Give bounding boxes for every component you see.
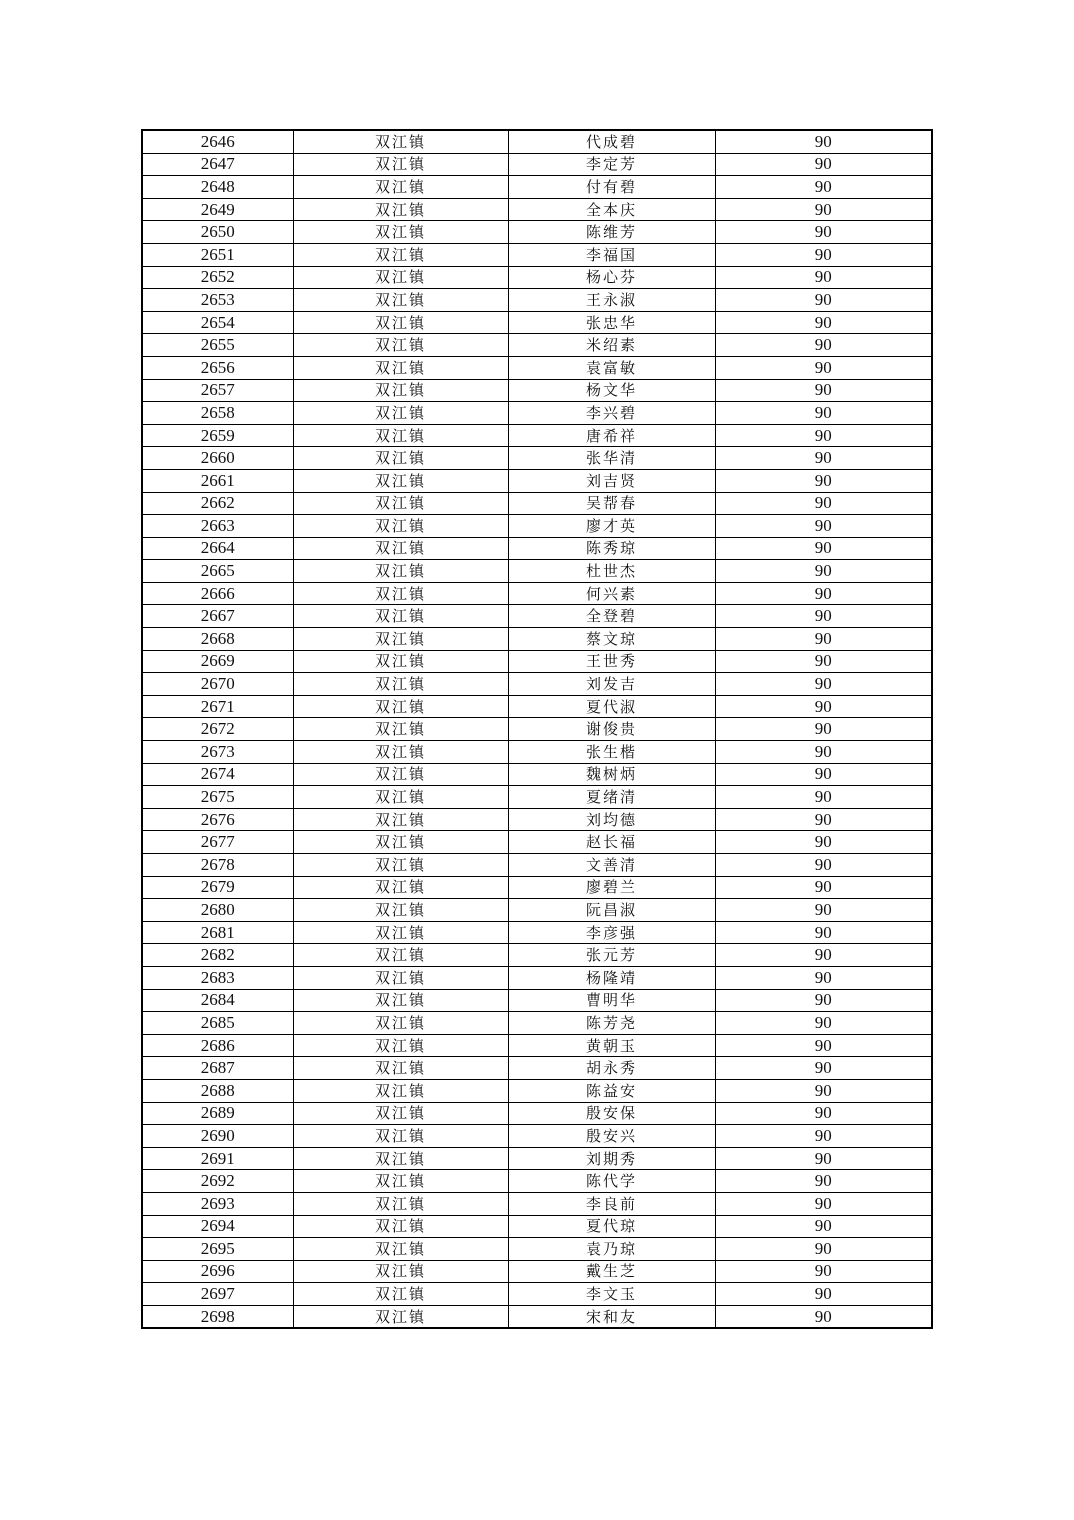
score-cell: 90 <box>715 469 932 492</box>
row-number-cell: 2695 <box>142 1238 293 1261</box>
score-cell: 90 <box>715 492 932 515</box>
person-name-cell: 廖碧兰 <box>508 876 715 899</box>
table-row <box>142 741 932 764</box>
table-row <box>142 379 932 402</box>
table-row <box>142 944 932 967</box>
row-number-cell: 2672 <box>142 718 293 741</box>
town-cell: 双江镇 <box>293 605 508 628</box>
person-name-cell: 陈秀琼 <box>508 537 715 560</box>
score-cell: 90 <box>715 695 932 718</box>
town-cell: 双江镇 <box>293 695 508 718</box>
score-cell: 90 <box>715 266 932 289</box>
score-cell: 90 <box>715 808 932 831</box>
score-cell: 90 <box>715 130 932 153</box>
person-name-cell: 夏绪清 <box>508 786 715 809</box>
town-cell: 双江镇 <box>293 1283 508 1306</box>
person-name-cell: 吴帮春 <box>508 492 715 515</box>
town-cell: 双江镇 <box>293 650 508 673</box>
score-cell: 90 <box>715 673 932 696</box>
person-name-cell: 殷安兴 <box>508 1125 715 1148</box>
table-row <box>142 605 932 628</box>
score-cell: 90 <box>715 854 932 877</box>
table-row <box>142 1079 932 1102</box>
town-cell: 双江镇 <box>293 266 508 289</box>
table-row <box>142 311 932 334</box>
table-row <box>142 1147 932 1170</box>
table-row <box>142 1102 932 1125</box>
town-cell: 双江镇 <box>293 673 508 696</box>
score-cell: 90 <box>715 763 932 786</box>
row-number-cell: 2667 <box>142 605 293 628</box>
person-name-cell: 胡永秀 <box>508 1057 715 1080</box>
score-cell: 90 <box>715 289 932 312</box>
row-number-cell: 2664 <box>142 537 293 560</box>
score-cell: 90 <box>715 1147 932 1170</box>
score-cell: 90 <box>715 402 932 425</box>
row-number-cell: 2648 <box>142 176 293 199</box>
town-cell: 双江镇 <box>293 243 508 266</box>
town-cell: 双江镇 <box>293 492 508 515</box>
score-cell: 90 <box>715 1170 932 1193</box>
person-name-cell: 刘期秀 <box>508 1147 715 1170</box>
row-number-cell: 2671 <box>142 695 293 718</box>
score-cell: 90 <box>715 153 932 176</box>
score-cell: 90 <box>715 243 932 266</box>
table-row <box>142 1238 932 1261</box>
town-cell: 双江镇 <box>293 221 508 244</box>
row-number-cell: 2673 <box>142 741 293 764</box>
town-cell: 双江镇 <box>293 469 508 492</box>
row-number-cell: 2678 <box>142 854 293 877</box>
score-cell: 90 <box>715 221 932 244</box>
table-row <box>142 1170 932 1193</box>
person-name-cell: 杨隆靖 <box>508 966 715 989</box>
table-row <box>142 153 932 176</box>
row-number-cell: 2696 <box>142 1260 293 1283</box>
town-cell: 双江镇 <box>293 989 508 1012</box>
person-name-cell: 魏树炳 <box>508 763 715 786</box>
row-number-cell: 2679 <box>142 876 293 899</box>
score-cell: 90 <box>715 1260 932 1283</box>
person-name-cell: 王世秀 <box>508 650 715 673</box>
town-cell: 双江镇 <box>293 1238 508 1261</box>
row-number-cell: 2684 <box>142 989 293 1012</box>
score-cell: 90 <box>715 447 932 470</box>
person-name-cell: 张生楷 <box>508 741 715 764</box>
town-cell: 双江镇 <box>293 1147 508 1170</box>
row-number-cell: 2698 <box>142 1305 293 1328</box>
town-cell: 双江镇 <box>293 424 508 447</box>
score-cell: 90 <box>715 311 932 334</box>
town-cell: 双江镇 <box>293 808 508 831</box>
town-cell: 双江镇 <box>293 1305 508 1328</box>
score-cell: 90 <box>715 741 932 764</box>
score-cell: 90 <box>715 515 932 538</box>
row-number-cell: 2669 <box>142 650 293 673</box>
score-cell: 90 <box>715 537 932 560</box>
person-name-cell: 文善清 <box>508 854 715 877</box>
row-number-cell: 2687 <box>142 1057 293 1080</box>
row-number-cell: 2649 <box>142 198 293 221</box>
score-cell: 90 <box>715 1102 932 1125</box>
person-name-cell: 杨心芬 <box>508 266 715 289</box>
person-name-cell: 王永淑 <box>508 289 715 312</box>
row-number-cell: 2683 <box>142 966 293 989</box>
table-row <box>142 537 932 560</box>
score-cell: 90 <box>715 1079 932 1102</box>
town-cell: 双江镇 <box>293 628 508 651</box>
table-row <box>142 402 932 425</box>
person-name-cell: 付有碧 <box>508 176 715 199</box>
score-cell: 90 <box>715 876 932 899</box>
town-cell: 双江镇 <box>293 379 508 402</box>
table-row <box>142 1057 932 1080</box>
row-number-cell: 2657 <box>142 379 293 402</box>
person-name-cell: 李定芳 <box>508 153 715 176</box>
table-row <box>142 266 932 289</box>
table-row <box>142 876 932 899</box>
person-name-cell: 袁乃琼 <box>508 1238 715 1261</box>
person-name-cell: 张华清 <box>508 447 715 470</box>
town-cell: 双江镇 <box>293 741 508 764</box>
table-row <box>142 176 932 199</box>
town-cell: 双江镇 <box>293 334 508 357</box>
person-name-cell: 李彦强 <box>508 921 715 944</box>
town-cell: 双江镇 <box>293 763 508 786</box>
table-row <box>142 921 932 944</box>
score-cell: 90 <box>715 582 932 605</box>
town-cell: 双江镇 <box>293 289 508 312</box>
table-row <box>142 831 932 854</box>
town-cell: 双江镇 <box>293 1057 508 1080</box>
table-row <box>142 854 932 877</box>
score-cell: 90 <box>715 944 932 967</box>
row-number-cell: 2660 <box>142 447 293 470</box>
table-row <box>142 515 932 538</box>
score-cell: 90 <box>715 1057 932 1080</box>
score-cell: 90 <box>715 356 932 379</box>
table-row <box>142 1305 932 1328</box>
row-number-cell: 2674 <box>142 763 293 786</box>
person-name-cell: 夏代琼 <box>508 1215 715 1238</box>
row-number-cell: 2652 <box>142 266 293 289</box>
town-cell: 双江镇 <box>293 1170 508 1193</box>
table-row <box>142 966 932 989</box>
town-cell: 双江镇 <box>293 447 508 470</box>
person-name-cell: 陈维芳 <box>508 221 715 244</box>
row-number-cell: 2688 <box>142 1079 293 1102</box>
row-number-cell: 2670 <box>142 673 293 696</box>
table-row <box>142 763 932 786</box>
person-name-cell: 刘发吉 <box>508 673 715 696</box>
town-cell: 双江镇 <box>293 1125 508 1148</box>
row-number-cell: 2656 <box>142 356 293 379</box>
person-name-cell: 陈代学 <box>508 1170 715 1193</box>
row-number-cell: 2651 <box>142 243 293 266</box>
row-number-cell: 2646 <box>142 130 293 153</box>
table-row <box>142 334 932 357</box>
table-row <box>142 447 932 470</box>
score-cell: 90 <box>715 921 932 944</box>
table-row <box>142 492 932 515</box>
town-cell: 双江镇 <box>293 1192 508 1215</box>
score-cell: 90 <box>715 1012 932 1035</box>
town-cell: 双江镇 <box>293 831 508 854</box>
person-name-cell: 阮昌淑 <box>508 899 715 922</box>
person-name-cell: 陈芳尧 <box>508 1012 715 1035</box>
town-cell: 双江镇 <box>293 854 508 877</box>
score-cell: 90 <box>715 560 932 583</box>
town-cell: 双江镇 <box>293 130 508 153</box>
town-cell: 双江镇 <box>293 582 508 605</box>
town-cell: 双江镇 <box>293 899 508 922</box>
row-number-cell: 2676 <box>142 808 293 831</box>
score-cell: 90 <box>715 718 932 741</box>
town-cell: 双江镇 <box>293 786 508 809</box>
recipient-table <box>141 129 933 1329</box>
row-number-cell: 2686 <box>142 1034 293 1057</box>
row-number-cell: 2675 <box>142 786 293 809</box>
town-cell: 双江镇 <box>293 311 508 334</box>
person-name-cell: 全登碧 <box>508 605 715 628</box>
person-name-cell: 赵长福 <box>508 831 715 854</box>
row-number-cell: 2662 <box>142 492 293 515</box>
person-name-cell: 何兴素 <box>508 582 715 605</box>
row-number-cell: 2647 <box>142 153 293 176</box>
table-row <box>142 424 932 447</box>
person-name-cell: 米绍素 <box>508 334 715 357</box>
person-name-cell: 李文玉 <box>508 1283 715 1306</box>
town-cell: 双江镇 <box>293 537 508 560</box>
table-row <box>142 808 932 831</box>
town-cell: 双江镇 <box>293 876 508 899</box>
person-name-cell: 谢俊贵 <box>508 718 715 741</box>
person-name-cell: 李良前 <box>508 1192 715 1215</box>
row-number-cell: 2668 <box>142 628 293 651</box>
score-cell: 90 <box>715 989 932 1012</box>
row-number-cell: 2681 <box>142 921 293 944</box>
score-cell: 90 <box>715 831 932 854</box>
row-number-cell: 2685 <box>142 1012 293 1035</box>
row-number-cell: 2693 <box>142 1192 293 1215</box>
table-row <box>142 130 932 153</box>
table-row <box>142 1034 932 1057</box>
score-cell: 90 <box>715 966 932 989</box>
person-name-cell: 张忠华 <box>508 311 715 334</box>
row-number-cell: 2694 <box>142 1215 293 1238</box>
person-name-cell: 张元芳 <box>508 944 715 967</box>
town-cell: 双江镇 <box>293 560 508 583</box>
person-name-cell: 蔡文琼 <box>508 628 715 651</box>
row-number-cell: 2666 <box>142 582 293 605</box>
table-row <box>142 469 932 492</box>
town-cell: 双江镇 <box>293 1102 508 1125</box>
town-cell: 双江镇 <box>293 356 508 379</box>
person-name-cell: 全本庆 <box>508 198 715 221</box>
score-cell: 90 <box>715 786 932 809</box>
person-name-cell: 曹明华 <box>508 989 715 1012</box>
person-name-cell: 唐希祥 <box>508 424 715 447</box>
score-cell: 90 <box>715 605 932 628</box>
score-cell: 90 <box>715 379 932 402</box>
score-cell: 90 <box>715 899 932 922</box>
table-row <box>142 356 932 379</box>
table-row <box>142 628 932 651</box>
person-name-cell: 代成碧 <box>508 130 715 153</box>
town-cell: 双江镇 <box>293 966 508 989</box>
score-cell: 90 <box>715 1283 932 1306</box>
table-row <box>142 1283 932 1306</box>
person-name-cell: 李兴碧 <box>508 402 715 425</box>
row-number-cell: 2682 <box>142 944 293 967</box>
town-cell: 双江镇 <box>293 1079 508 1102</box>
town-cell: 双江镇 <box>293 718 508 741</box>
table-row <box>142 560 932 583</box>
person-name-cell: 黄朝玉 <box>508 1034 715 1057</box>
score-cell: 90 <box>715 1192 932 1215</box>
row-number-cell: 2663 <box>142 515 293 538</box>
town-cell: 双江镇 <box>293 402 508 425</box>
score-cell: 90 <box>715 1215 932 1238</box>
row-number-cell: 2655 <box>142 334 293 357</box>
row-number-cell: 2692 <box>142 1170 293 1193</box>
table-row <box>142 989 932 1012</box>
row-number-cell: 2665 <box>142 560 293 583</box>
table-row <box>142 289 932 312</box>
town-cell: 双江镇 <box>293 153 508 176</box>
table-row <box>142 718 932 741</box>
score-cell: 90 <box>715 176 932 199</box>
table-body <box>142 130 932 1328</box>
table-row <box>142 1125 932 1148</box>
row-number-cell: 2658 <box>142 402 293 425</box>
row-number-cell: 2661 <box>142 469 293 492</box>
person-name-cell: 刘吉贤 <box>508 469 715 492</box>
score-cell: 90 <box>715 1034 932 1057</box>
town-cell: 双江镇 <box>293 921 508 944</box>
score-cell: 90 <box>715 424 932 447</box>
town-cell: 双江镇 <box>293 515 508 538</box>
town-cell: 双江镇 <box>293 176 508 199</box>
row-number-cell: 2650 <box>142 221 293 244</box>
table-row <box>142 1012 932 1035</box>
score-cell: 90 <box>715 1305 932 1328</box>
person-name-cell: 殷安保 <box>508 1102 715 1125</box>
table-row <box>142 650 932 673</box>
table-row <box>142 1215 932 1238</box>
score-cell: 90 <box>715 334 932 357</box>
person-name-cell: 夏代淑 <box>508 695 715 718</box>
table-row <box>142 1260 932 1283</box>
town-cell: 双江镇 <box>293 944 508 967</box>
person-name-cell: 杜世杰 <box>508 560 715 583</box>
score-cell: 90 <box>715 198 932 221</box>
table-row <box>142 899 932 922</box>
table-row <box>142 1192 932 1215</box>
table-row <box>142 582 932 605</box>
row-number-cell: 2659 <box>142 424 293 447</box>
person-name-cell: 袁富敏 <box>508 356 715 379</box>
person-name-cell: 宋和友 <box>508 1305 715 1328</box>
person-name-cell: 刘均德 <box>508 808 715 831</box>
score-cell: 90 <box>715 1125 932 1148</box>
row-number-cell: 2680 <box>142 899 293 922</box>
person-name-cell: 戴生芝 <box>508 1260 715 1283</box>
score-cell: 90 <box>715 628 932 651</box>
row-number-cell: 2677 <box>142 831 293 854</box>
town-cell: 双江镇 <box>293 1012 508 1035</box>
table-row <box>142 221 932 244</box>
town-cell: 双江镇 <box>293 1034 508 1057</box>
row-number-cell: 2689 <box>142 1102 293 1125</box>
town-cell: 双江镇 <box>293 198 508 221</box>
row-number-cell: 2653 <box>142 289 293 312</box>
table-row <box>142 786 932 809</box>
row-number-cell: 2691 <box>142 1147 293 1170</box>
table-row <box>142 695 932 718</box>
table-row <box>142 243 932 266</box>
town-cell: 双江镇 <box>293 1260 508 1283</box>
row-number-cell: 2690 <box>142 1125 293 1148</box>
score-cell: 90 <box>715 1238 932 1261</box>
table-row <box>142 673 932 696</box>
score-cell: 90 <box>715 650 932 673</box>
person-name-cell: 陈益安 <box>508 1079 715 1102</box>
person-name-cell: 廖才英 <box>508 515 715 538</box>
person-name-cell: 李福国 <box>508 243 715 266</box>
row-number-cell: 2654 <box>142 311 293 334</box>
row-number-cell: 2697 <box>142 1283 293 1306</box>
town-cell: 双江镇 <box>293 1215 508 1238</box>
person-name-cell: 杨文华 <box>508 379 715 402</box>
table-row <box>142 198 932 221</box>
